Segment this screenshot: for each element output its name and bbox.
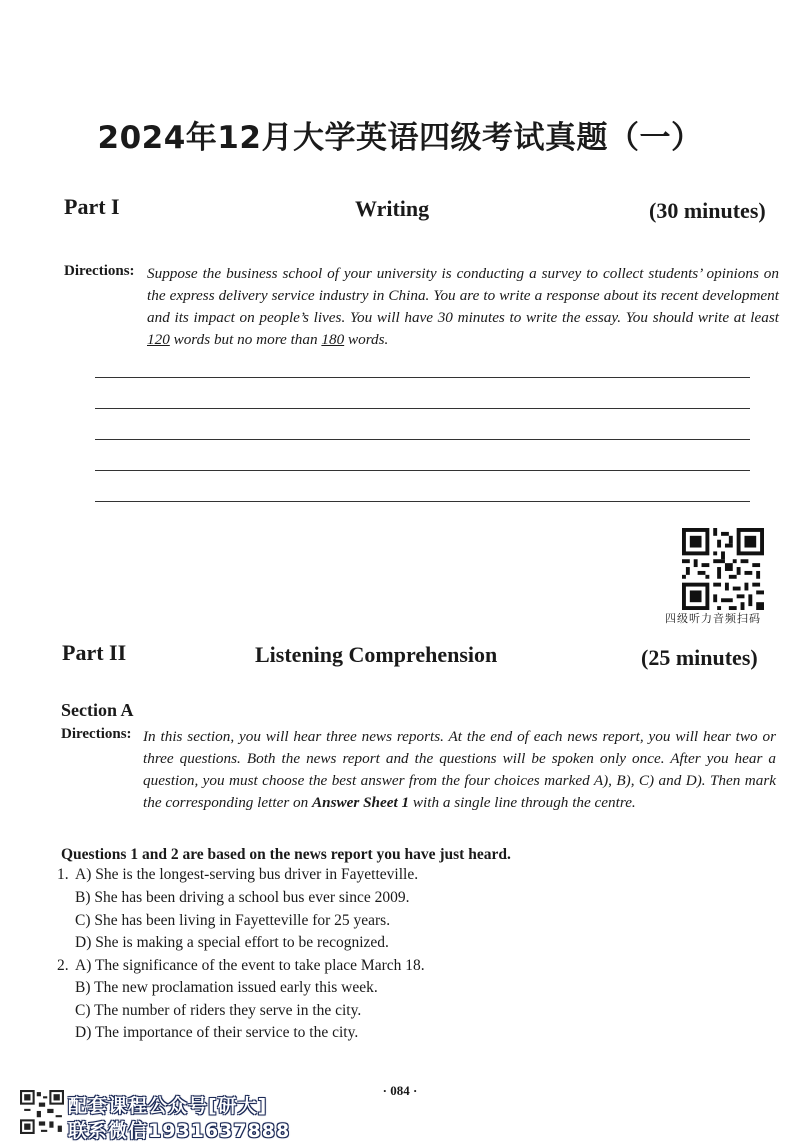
part1-label: Part I — [64, 194, 120, 219]
writing-line[interactable] — [95, 439, 750, 440]
max-words: 180 — [321, 331, 345, 348]
question-number: 1. — [57, 866, 69, 883]
question-2-option-a[interactable]: A) The significance of the event to take place March 18. — [75, 957, 425, 974]
section-heading: Section A — [61, 700, 134, 720]
part1-directions — [147, 263, 779, 351]
question-2-option-b[interactable]: B) The new proclamation issued early this week. — [75, 979, 378, 996]
part1-time: (30 minutes) — [649, 198, 766, 223]
qr-caption: 四级听力音频扫码 — [665, 612, 761, 625]
part2-time: (25 minutes) — [641, 645, 758, 670]
qr-code-icon[interactable] — [682, 528, 764, 610]
question-1-option-b[interactable]: B) She has been driving a school bus ever since 2009. — [75, 889, 410, 906]
question-2-option-c[interactable]: C) The number of riders they serve in the city. — [75, 1002, 362, 1019]
part2-label: Part II — [62, 640, 127, 665]
page-title: 2024年12月大学英语四级考试真题（一） — [97, 120, 703, 156]
footer-line-1: 配套课程公众号[研大] — [68, 1095, 268, 1117]
footer-qr-icon — [20, 1090, 64, 1134]
min-words: 120 — [147, 331, 170, 348]
part1-directions-end: words. — [344, 331, 389, 348]
writing-line[interactable] — [95, 377, 750, 378]
question-1-option-c[interactable]: C) She has been living in Fayetteville for 25 years. — [75, 912, 391, 929]
footer-line-2: 联系微信1931637888 — [68, 1120, 291, 1142]
part2-directions-end: with a single line through the centre. — [409, 794, 636, 811]
writing-line[interactable] — [95, 501, 750, 502]
part1-directions-text: Suppose the business school of your university is conducting a survey to collect students’ opinions on the express delivery service industry in China. You are to write a response about its recent development and its impact on people’s lives. You will have 30 minutes to write the essay. You should write at least — [147, 265, 779, 326]
question-number: 2. — [57, 957, 69, 974]
answer-sheet-label: Answer Sheet 1 — [312, 794, 410, 811]
writing-line[interactable] — [95, 470, 750, 471]
part2-directions — [143, 726, 776, 814]
part2-directions-text: In this section, you will hear three news reports. At the end of each news report, you will hear two or three questions. Both the news report and the questions will be spoken only once. After you hear a question, you must choose the best answer from the four choices marked A), B), C) and D). Then mark the corresponding letter on — [143, 728, 776, 811]
question-group-heading: Questions 1 and 2 are based on the news report you have just heard. — [61, 846, 511, 863]
question-1-option-d[interactable]: D) She is making a special effort to be recognized. — [75, 934, 389, 951]
part2-name: Listening Comprehension — [255, 642, 498, 667]
question-1-option-a[interactable]: A) She is the longest-serving bus driver in Fayetteville. — [75, 866, 419, 883]
writing-line[interactable] — [95, 408, 750, 409]
part1-directions-label: Directions: — [64, 263, 135, 279]
part2-directions-label: Directions: — [61, 726, 132, 742]
page-number: · 084 · — [382, 1083, 418, 1098]
part1-name: Writing — [355, 196, 430, 221]
question-2-option-d[interactable]: D) The importance of their service to the city. — [75, 1024, 359, 1041]
part1-directions-mid: words but no more than — [169, 331, 322, 348]
